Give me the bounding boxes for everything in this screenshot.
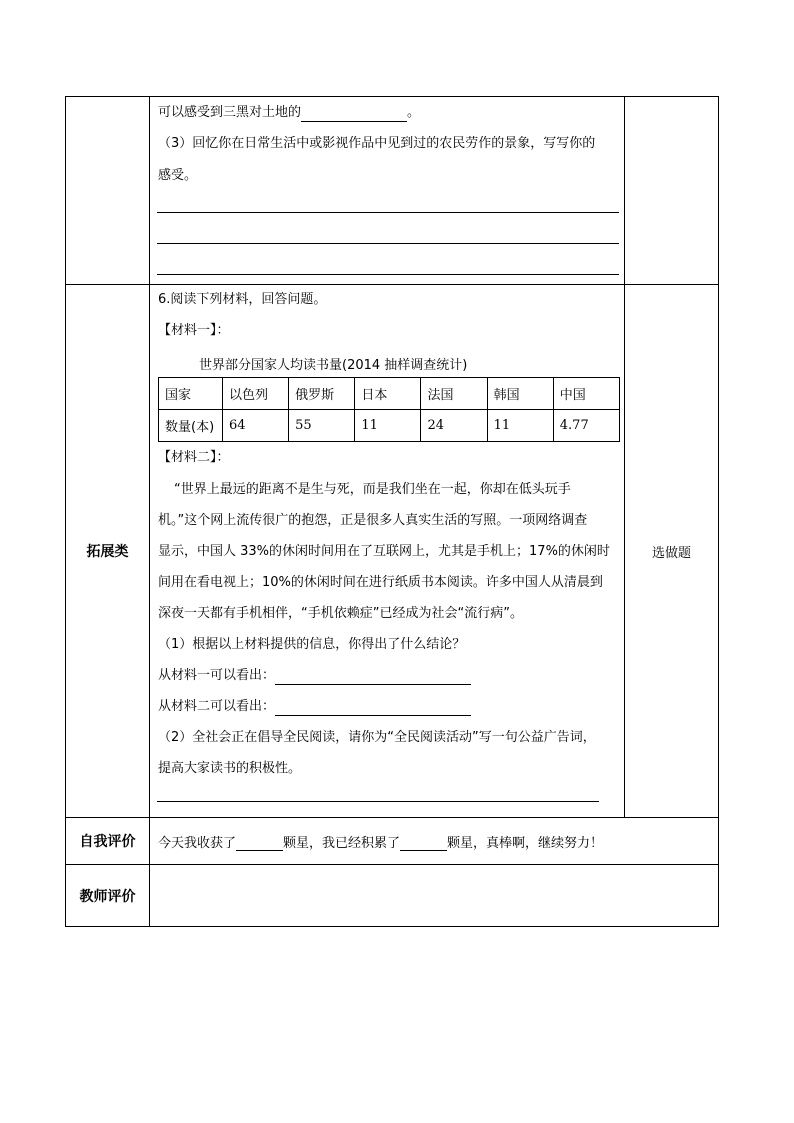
table-cell: 64 xyxy=(223,410,289,442)
reading-data-table xyxy=(158,377,620,442)
table-cell: 国家 xyxy=(159,378,223,410)
eval-text-b: 颗星，我已经积累了 xyxy=(283,836,401,851)
continuation-content-cell xyxy=(150,97,625,285)
conclusion-2-line xyxy=(158,698,471,716)
question-3-line1: （3）回忆你在日常生活中或影视作品中见到过的农民劳作的景象，写写你的 xyxy=(158,136,596,151)
conclusion-1-label: 从材料一可以看出： xyxy=(158,668,276,683)
stars-total-blank[interactable] xyxy=(400,836,447,851)
answer-blank[interactable] xyxy=(275,670,471,685)
question-6-intro: 6.阅读下列材料，回答问题。 xyxy=(158,292,327,307)
answer-blank[interactable] xyxy=(301,107,407,122)
eval-text-c: 颗星，真棒啊，继续努力！ xyxy=(447,836,604,851)
writing-line[interactable] xyxy=(157,212,619,213)
self-evaluation-row xyxy=(66,818,719,865)
material1-label: 【材料一】： xyxy=(158,323,230,338)
table-cell: 24 xyxy=(421,410,487,442)
extension-content-cell xyxy=(150,285,625,818)
table-cell: 11 xyxy=(487,410,553,442)
table-cell: 以色列 xyxy=(223,378,289,410)
teacher-evaluation-row xyxy=(66,865,719,927)
extension-row xyxy=(66,285,719,818)
table-cell: 中国 xyxy=(553,378,619,410)
table-cell: 数量(本) xyxy=(159,410,223,442)
writing-line[interactable] xyxy=(157,801,599,802)
table-cell: 俄罗斯 xyxy=(289,378,355,410)
self-evaluation-cell xyxy=(150,818,719,865)
category-label: 拓展类 xyxy=(66,285,150,818)
material2-paragraph-line: 深夜一天都有手机相伴，“手机依赖症”已经成为社会“流行病”。 xyxy=(158,606,523,621)
table-cell: 日本 xyxy=(355,378,421,410)
answer-prompt-line xyxy=(158,104,420,122)
writing-line[interactable] xyxy=(157,274,619,275)
sub-question-1: （1）根据以上材料提供的信息，你得出了什么结论？ xyxy=(158,637,466,652)
worksheet-table xyxy=(65,96,719,927)
eval-text-a: 今天我收获了 xyxy=(158,836,237,851)
side-note-label: 选做题 xyxy=(625,285,719,818)
table-cell: 韩国 xyxy=(487,378,553,410)
category-label: 自我评价 xyxy=(66,818,150,865)
prompt-suffix: 。 xyxy=(407,105,421,120)
sub-question-2-line1: （2）全社会正在倡导全民阅读，请你为“全民阅读活动”写一句公益广告词， xyxy=(158,730,596,745)
material2-paragraph-line: 显示，中国人 33%的休闲时间用在了互联网上，尤其是手机上；17%的休闲时 xyxy=(158,544,610,559)
conclusion-1-line xyxy=(158,667,471,685)
sub-question-2-line2: 提高大家读书的积极性。 xyxy=(158,761,302,776)
side-note-cell-empty xyxy=(625,97,719,285)
material2-paragraph-line: “世界上最远的距离不是生与死，而是我们坐在一起，你却在低头玩手 xyxy=(174,482,571,497)
material2-paragraph-line: 间用在看电视上；10%的休闲时间在进行纸质书本阅读。许多中国人从清晨到 xyxy=(158,575,603,590)
stars-today-blank[interactable] xyxy=(236,836,283,851)
table-value-row xyxy=(159,410,620,442)
category-label: 教师评价 xyxy=(66,865,150,927)
writing-line[interactable] xyxy=(157,243,619,244)
conclusion-2-label: 从材料二可以看出： xyxy=(158,699,276,714)
continuation-row xyxy=(66,97,719,285)
category-cell-empty xyxy=(66,97,150,285)
teacher-evaluation-cell[interactable] xyxy=(150,865,719,927)
material2-paragraph-line: 机。”这个网上流传很广的抱怨，正是很多人真实生活的写照。一项网络调查 xyxy=(158,513,588,528)
prompt-text: 可以感受到三黑对土地的 xyxy=(158,105,302,120)
material2-label: 【材料二】： xyxy=(158,450,230,465)
question-3-line2: 感受。 xyxy=(158,168,198,183)
self-evaluation-text xyxy=(158,832,603,851)
table-cell: 法国 xyxy=(421,378,487,410)
table-cell: 4.77 xyxy=(553,410,619,442)
table-title: 世界部分国家人均读书量(2014 抽样调查统计) xyxy=(199,358,468,373)
table-cell: 11 xyxy=(355,410,421,442)
table-cell: 55 xyxy=(289,410,355,442)
answer-blank[interactable] xyxy=(275,701,471,716)
table-header-row xyxy=(159,378,620,410)
